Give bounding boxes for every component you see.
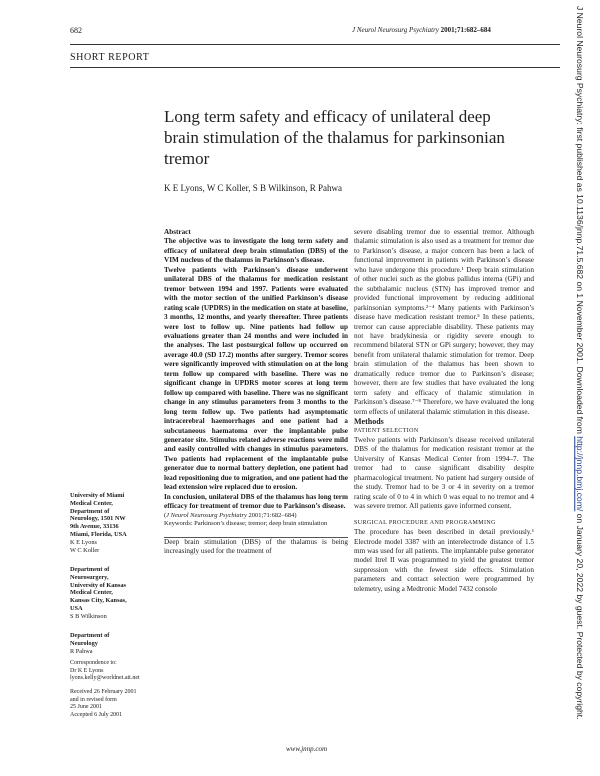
keywords: Keywords: Parkinson’s disease; tremor; deep brain stimulation — [164, 520, 328, 528]
correspondence-email[interactable]: lyons.kelly@worldnet.att.net — [70, 675, 140, 682]
abstract-paragraph: In conclusion, unilateral DBS of the thalamus has long term efficacy for treatment of tremor due to Parkinson’s disease. — [164, 492, 348, 511]
abstract-column — [164, 228, 348, 557]
affiliation-line: USA — [70, 604, 83, 612]
methods-heading: Methods — [354, 417, 384, 427]
correspondence-label: Correspondence to: — [70, 660, 117, 666]
section-rule — [70, 67, 560, 68]
affiliation-author: W C Koller — [70, 546, 100, 554]
affiliation-line: Department of — [70, 566, 110, 573]
abstract-heading: Abstract — [164, 228, 191, 236]
journal-name: J Neurol Neurosurg Psychiatry — [352, 26, 439, 34]
article-title: Long term safety and efficacy of unilateral deep brain stimulation of the thalamus for parkinsonian tremor — [164, 107, 505, 168]
citation-ref: 2001;71:682–684) — [248, 511, 297, 519]
date-line: and in revised form — [70, 696, 117, 703]
subheading-surgical: SURGICAL PROCEDURE AND PROGRAMMING — [354, 519, 496, 526]
affiliation-line: University of Kansas — [70, 581, 126, 589]
affiliation-kansas — [70, 566, 158, 621]
body-column — [354, 228, 534, 594]
affiliation-author: S B Wilkinson — [70, 612, 107, 620]
date-line: 25 June 2001 — [70, 704, 102, 711]
author-list: K E Lyons, W C Koller, S B Wilkinson, R Pahwa — [164, 183, 343, 193]
correspondence — [70, 660, 158, 683]
subheading-patient-selection: PATIENT SELECTION — [354, 427, 419, 434]
affiliation-line: University of Miami — [70, 492, 125, 499]
affiliation-line: Neurosurgery, — [70, 573, 109, 581]
affiliation-line: Medical Center, — [70, 589, 113, 597]
affiliation-line: Neurology, 1501 NW — [70, 515, 126, 523]
date-line: Accepted 6 July 2001 — [70, 711, 123, 718]
intro-paragraph: Deep brain stimulation (DBS) of the thalamus is being increasingly used for the treatment of — [164, 537, 348, 556]
correspondence-name: Dr K E Lyons — [70, 667, 104, 674]
journal-header — [352, 26, 491, 34]
download-notice-prefix: J Neurol Neurosurg Psychiatry: first published as 10.1136/jnnp.71.5.682 on 1 November 2001. Downloaded from — [575, 6, 585, 437]
affiliation-miami — [70, 492, 158, 554]
journal-link[interactable]: http://jnnp.bmj.com/ — [575, 436, 585, 512]
abstract-paragraph: Twelve patients with Parkinson’s disease underwent unilateral DBS of the thalamus for medication resistant tremor between 1994 and 1997. Patients were evaluated with the motor section of the unified Parkinson’s disease rating scale (UPDRS) in the medication on state at baseline, 3 months, 12 months, and yearly thereafter. Three patients were lost to follow up. Nine patients had follow up evaluations greater than 24 months and were included in the analyses. The last postsurgical follow up occurred on average 40.0 (SD 17.2) months after surgery. Tremor scores were significantly improved with stimulation on at the long term follow up compared with baseline. There was no significant change in UPDRS motor scores at long term follow up compared with baseline. There was no significant change in any stimulus parameters from 3 months to the long term follow up. Two patients had asymptomatic intracerebral haemorrhages and one patient had a subcutaneous haematoma over the implantable pulse generator site. Stimulus related adverse reactions were mild and easily controlled with changes in stimulus parameters. Two patients had replacement of the implantable pulse generator due to normal battery depletion, one patient had lead repositioning due to migration, and one patient had the lead extension wire replaced due to erosion. — [164, 265, 348, 492]
date-line: Received 26 February 2001 — [70, 689, 137, 695]
affiliation-line: Kansas City, Kansas, — [70, 597, 127, 605]
affiliation-author: R Pahwa — [70, 647, 93, 655]
citation-line: (J Neurol Neurosurg Psychiatry 2001;71:682–684) — [164, 511, 297, 519]
intro-continuation: severe disabling tremor due to essential tremor. Although thalamic stimulation is also used as a treatment for tremor due to Parkinson’s disease, a major concern has been a lack of functional improvement in patients with Parkinson’s disease who have undergone this procedure.¹ Deep brain stimulation of other nuclei such as the globus pallidus interna (GPi) and the subthalamic nucleus (STN) has improved tremor and provided functional improvement by reducing additional parkinsonian symptoms.²⁻⁴ Many patients with Parkinson’s disease have medication resistant tremor.⁵ In these patients, tremor can cause appreciable disability. These patients may not have bradykinesia or rigidity severe enough to recommend bilateral STN or GPi surgery; however, they may benefit from unilateral thalamic stimulation for tremor. Deep brain stimulation of the thalamus has been shown to dramatically reduce tremor due to Parkinson’s disease; however, there are few studies that have evaluated the long term safety and efficacy of thalamic stimulation in Parkinson’s disease.⁷⁻⁸ Therefore, we have evaluated the long term effects of unilateral thalamic stimulation in this disease. — [354, 228, 534, 416]
affiliation-line: Medical Center, — [70, 499, 113, 507]
footer-url[interactable]: www.jnnp.com — [286, 745, 328, 753]
affiliation-line: Department of — [70, 507, 110, 515]
section-label: SHORT REPORT — [70, 52, 150, 63]
affiliation-author: K E Lyons — [70, 538, 97, 546]
affiliation-line: Department of — [70, 632, 110, 639]
affiliation-line: 9th Avenue, 33136 — [70, 523, 119, 531]
surgical-text: The procedure has been described in detail previously.¹ Electrode model 3387 with an interelectrode distance of 1.5 mm was used for all patients. The implantable pulse generator model Itrel II was programmed to yield the greatest tremor suppression with the fewest side effects. Stimulation parameters and contact selection were programmed by telemetry, using a Medtronic Model 7432 console — [354, 528, 534, 593]
top-rule — [70, 44, 560, 45]
affiliation-line: Neurology — [70, 639, 98, 647]
affiliation-line: Miami, Florida, USA — [70, 530, 127, 538]
citation-journal: J Neurol Neurosurg Psychiatry — [166, 511, 247, 519]
journal-citation: 2001;71:682–684 — [440, 26, 491, 34]
patient-selection-text: Twelve patients with Parkinson’s disease received unilateral DBS of the thalamus for medication resistant tremor at the University of Kansas Medical Center from 1994–7. The tremor had to cause significant disability despite pharmacological treatment. No patient had surgery outside of the study. Tremor had to be 3 or 4 in severity on a tremor rating scale of 0 to 4 in which 0 was equal to no tremor and 4 was severe tremor. All patients gave informed consent. — [354, 435, 534, 511]
download-notice-suffix: on January 20, 2022 by guest. Protected by copyright. — [575, 511, 585, 720]
abstract-paragraph: The objective was to investigate the long term safety and efficacy of unilateral deep brain stimulation (DBS) of the VIM nucleus of the thalamus in Parkinson’s disease. — [164, 237, 348, 265]
download-notice — [574, 6, 586, 770]
affiliation-neurology — [70, 632, 158, 655]
article-dates — [70, 689, 158, 719]
page-number: 682 — [70, 26, 82, 35]
